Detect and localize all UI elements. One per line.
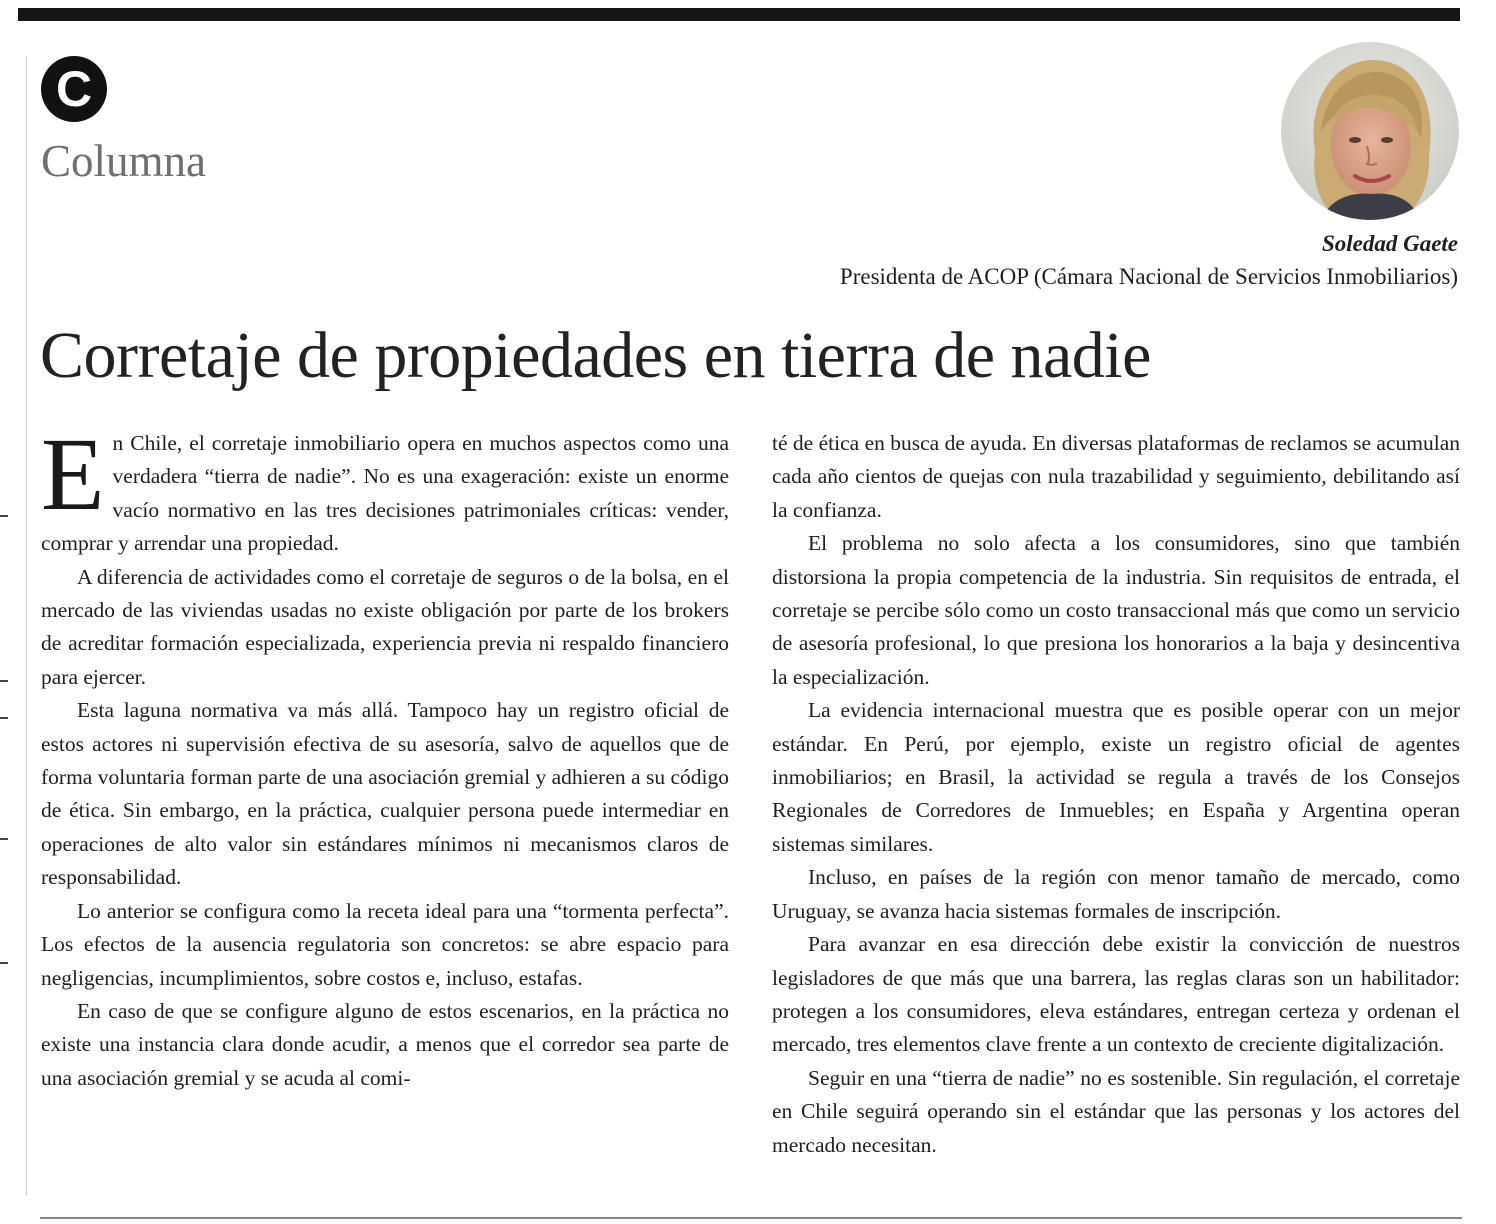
margin-tick [0, 515, 8, 517]
article-paragraph: En caso de que se configure alguno de estos escenarios, en la práctica no existe una instancia clara donde acudir, a menos que el corredor sea parte de una asociación gremial y se acuda al comi- [41, 998, 729, 1090]
article-paragraph-continued: té de ética en busca de ayuda. En diversas plataformas de reclamos se acumulan cada año cientos de quejas con nula trazabilidad y seguimiento, debilitando así la confianza. [772, 431, 1460, 522]
author-role: Presidenta de ACOP (Cámara Nacional de Servicios Inmobiliarios) [839, 264, 1458, 289]
bottom-rule [40, 1217, 1462, 1219]
margin-tick [0, 680, 8, 682]
article-column-1 [41, 417, 729, 1095]
margin-tick [0, 962, 8, 964]
margin-tick [0, 717, 8, 719]
article-paragraph: Para avanzar en esa dirección debe existir la convicción de nuestros legisladores de que más que una barrera, las reglas claras son un habilitador: protegen a los consumidores, eleva estándares, entregan certeza y ordenan el mercado, tres elementos clave frente a un contexto de creciente digitalización. [772, 932, 1460, 1057]
section-label: Columna [41, 136, 206, 186]
article-column-2 [772, 427, 1460, 1162]
article-paragraph: Esta laguna normativa va más allá. Tampoco hay un registro oficial de estos actores ni supervisión efectiva de su asesoría, salvo de aquellos que de forma voluntaria forman parte de una asociación gremial y adhieren a su código de ética. Sin embargo, en la práctica, cualquier persona puede intermediar en operaciones de alto valor sin estándares mínimos ni mecanismos claros de responsabilidad. [41, 698, 729, 890]
article-paragraph: La evidencia internacional muestra que es posible operar con un mejor estándar. En Perú, por ejemplo, existe un registro oficial de agentes inmobiliarios; en Brasil, la actividad se regula a través de los Consejos Regionales de Corredores de Inmuebles; en España y Argentina operan sistemas similares. [772, 698, 1460, 856]
article-paragraph: Lo anterior se configura como la receta ideal para una “tormenta perfecta”. Los efectos de la ausencia regulatoria son concretos: se abre espacio para negligencias, incumplimientos, sobre costos e, incluso, estafas. [41, 898, 729, 990]
section-badge: C [41, 56, 107, 122]
left-column-divider [26, 56, 27, 1196]
margin-tick [0, 838, 8, 840]
article-paragraph: A diferencia de actividades como el corretaje de seguros o de la bolsa, en el mercado de las viviendas usadas no existe obligación por parte de los brokers de acreditar formación especializada, experiencia previa ni respaldo financiero para ejercer. [41, 564, 729, 689]
author-name: Soledad Gaete [1321, 231, 1458, 256]
article-paragraph: Seguir en una “tierra de nadie” no es sostenible. Sin regulación, el corretaje en Chile seguirá operando sin el estándar que las personas y los actores del mercado necesitan. [772, 1065, 1460, 1157]
article-paragraph: El problema no solo afecta a los consumidores, sino que también distorsiona la propia competencia de la industria. Sin requisitos de entrada, el corretaje se percibe sólo como un costo transaccional más que como un servicio de asesoría profesional, lo que presiona los honorarios a la baja y desincentiva la especialización. [772, 531, 1460, 689]
top-rule [18, 8, 1460, 21]
article-paragraph: En Chile, el corretaje inmobiliario opera en muchos aspectos como una verdadera “tierra de nadie”. No es una exageración: existe un enorme vacío normativo en las tres decisiones patrimoniales críticas: vender, comprar y arrendar una propiedad. [41, 417, 729, 556]
article-headline: Corretaje de propiedades en tierra de nadie [40, 319, 1151, 392]
drop-cap: E [41, 417, 105, 532]
article-paragraph: Incluso, en países de la región con menor tamaño de mercado, como Uruguay, se avanza hacia sistemas formales de inscripción. [772, 865, 1460, 923]
author-portrait-icon [1281, 42, 1459, 220]
